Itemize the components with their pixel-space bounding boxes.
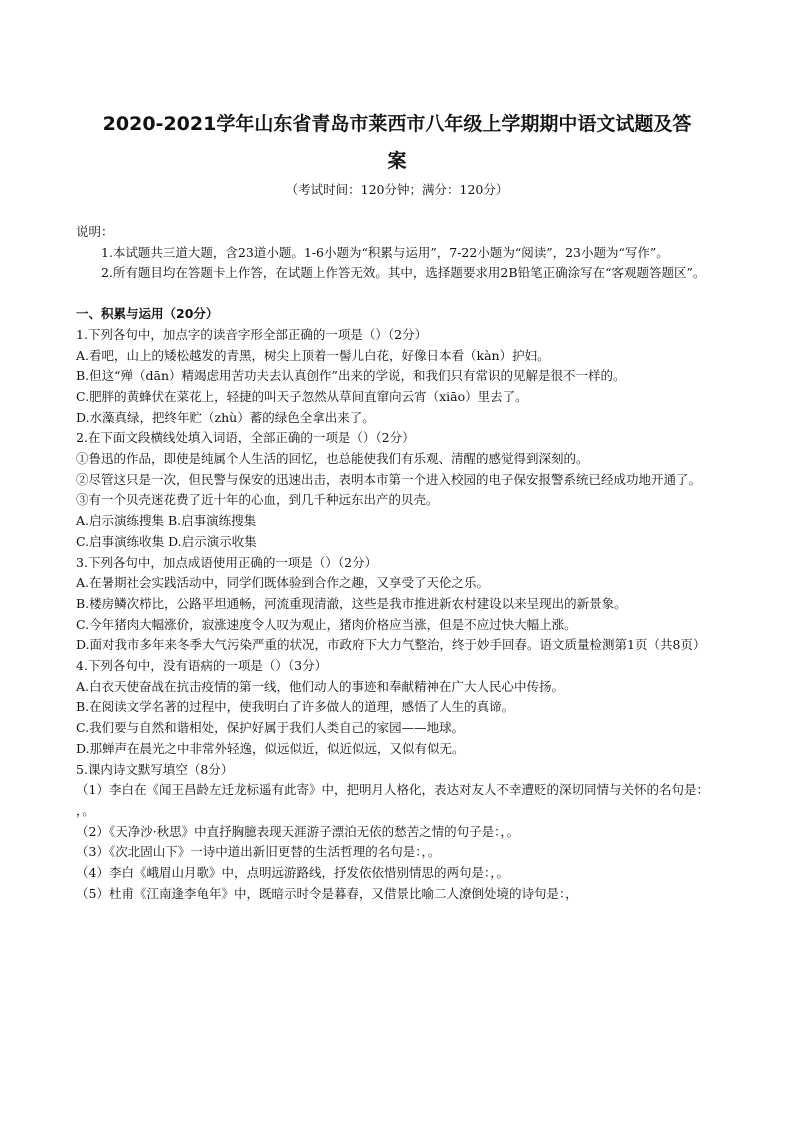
question-option: C.启事演练收集 D.启示演示收集 <box>76 533 257 549</box>
fill-in-blank: ，。 <box>76 802 95 818</box>
question-option: A.看吧，山上的矮松越发的青黑，树尖上顶着一髻儿白花，好像日本看（kàn）护妇。 <box>76 347 550 363</box>
question-stem: 2.在下面文段横线处填入词语，全部正确的一项是（）（2分） <box>76 430 415 446</box>
note-label: 说明： <box>76 224 114 239</box>
question-sentence: ②尽管这只是一次，但民警与保安的迅速出击，表明本市第一个进入校园的电子保安报警系统已经成功地开通了。 <box>76 471 702 487</box>
section-heading: 一、积累与运用（20分） <box>76 306 219 322</box>
question-sentence: ③有一个贝壳迷花费了近十年的心血，到几千种远东出产的贝壳。 <box>76 492 439 508</box>
question-stem: 3.下列各句中，加点成语使用正确的一项是（）（2分） <box>76 554 378 570</box>
exam-info: （考试时间：120分钟；满分：120分） <box>285 182 509 197</box>
document-body <box>76 222 724 905</box>
page-title: 2020-2021学年山东省青岛市莱西市八年级上学期期中语文试题及答 <box>102 113 692 135</box>
question-option: A.启示演练搜集 B.启事演练搜集 <box>76 513 257 529</box>
question-option: C.今年猪肉大幅涨价，寂涨速度令人叹为观止，猪肉价格应当涨，但是不应过快大幅上涨。 <box>76 616 577 632</box>
question-option: D.那蝉声在晨光之中非常外轻逸，似远似近，似近似远，又似有似无。 <box>76 740 465 756</box>
page-title-continued: 案 <box>387 150 407 172</box>
fill-in-item: （2）《天净沙·秋思》中直抒胸臆表现天涯游子漂泊无依的愁苦之情的句子是：，。 <box>76 823 520 839</box>
question-option: B.但这“殚（dān）精竭虑用苦功夫去认真创作”出来的学说，和我们只有常识的见解是很不一样的。 <box>76 368 626 384</box>
question-option: A.白衣天使奋战在抗击疫情的第一线，他们动人的事迹和奉献精神在广大人民心中传扬。 <box>76 678 565 694</box>
note-item: 2.所有题目均在答题卡上作答，在试题上作答无效。其中，选择题要求用2B铅笔正确涂写在“客观题答题区”。 <box>101 265 706 281</box>
question-option: B.在阅读文学名著的过程中，使我明白了许多做人的道理，感悟了人生的真谛。 <box>76 699 515 715</box>
question-stem: 4.下列各句中，没有语病的一项是（）（3分） <box>76 658 328 674</box>
question-sentence: ①鲁迅的作品，即使是纯属个人生活的回忆，也总能使我们有乐观、清醒的感觉得到深刻的。 <box>76 451 589 467</box>
question-option: D.水藻真绿，把终年贮（zhù）蓄的绿色全拿出来了。 <box>76 409 375 425</box>
question-option: D.面对我市多年来冬季大气污染严重的状况，市政府下大力气整治，终于妙手回春。语文质量检测第1页（共8页） <box>76 637 706 653</box>
spacer <box>76 284 724 304</box>
question-option: C.我们要与自然和谐相处，保护好属于我们人类自己的家园——地球。 <box>76 720 465 736</box>
question-stem: 1.下列各句中，加点字的读音字形全部正确的一项是（）（2分） <box>76 326 428 342</box>
fill-in-item: （4）李白《峨眉山月歌》中，点明远游路线，抒发依依惜别情思的两句是：，。 <box>76 865 509 881</box>
question-option: C.肥胖的黄蜂伏在菜花上，轻捷的叫天子忽然从草间直窜向云宵（xiāo）里去了。 <box>76 388 528 404</box>
question-option: A.在暑期社会实践活动中，同学们既体验到合作之趣，又享受了天伦之乐。 <box>76 575 490 591</box>
fill-in-item: （3）《次北固山下》一诗中道出新旧更替的生活哲理的名句是：，。 <box>76 844 441 860</box>
fill-in-item: （5）杜甫《江南逢李龟年》中，既暗示时令是暮春，又借景比喻二人潦倒处境的诗句是：， <box>76 885 578 901</box>
fill-in-item: （1）李白在《闻王昌龄左迁龙标遥有此寄》中，把明月人格化，表达对友人不幸遭贬的深切同情与关怀的名句是： <box>76 782 709 798</box>
question-option: B.楼房鳞次栉比，公路平坦通畅，河流重现清澈，这些是我市推进新农村建设以来呈现出的新景象。 <box>76 595 627 611</box>
question-stem: 5.课内诗文默写填空（8分） <box>76 761 234 777</box>
note-item: 1.本试题共三道大题，含23道小题。1-6小题为“积累与运用”，7-22小题为“阅读”，23小题为“写作”。 <box>101 244 669 260</box>
